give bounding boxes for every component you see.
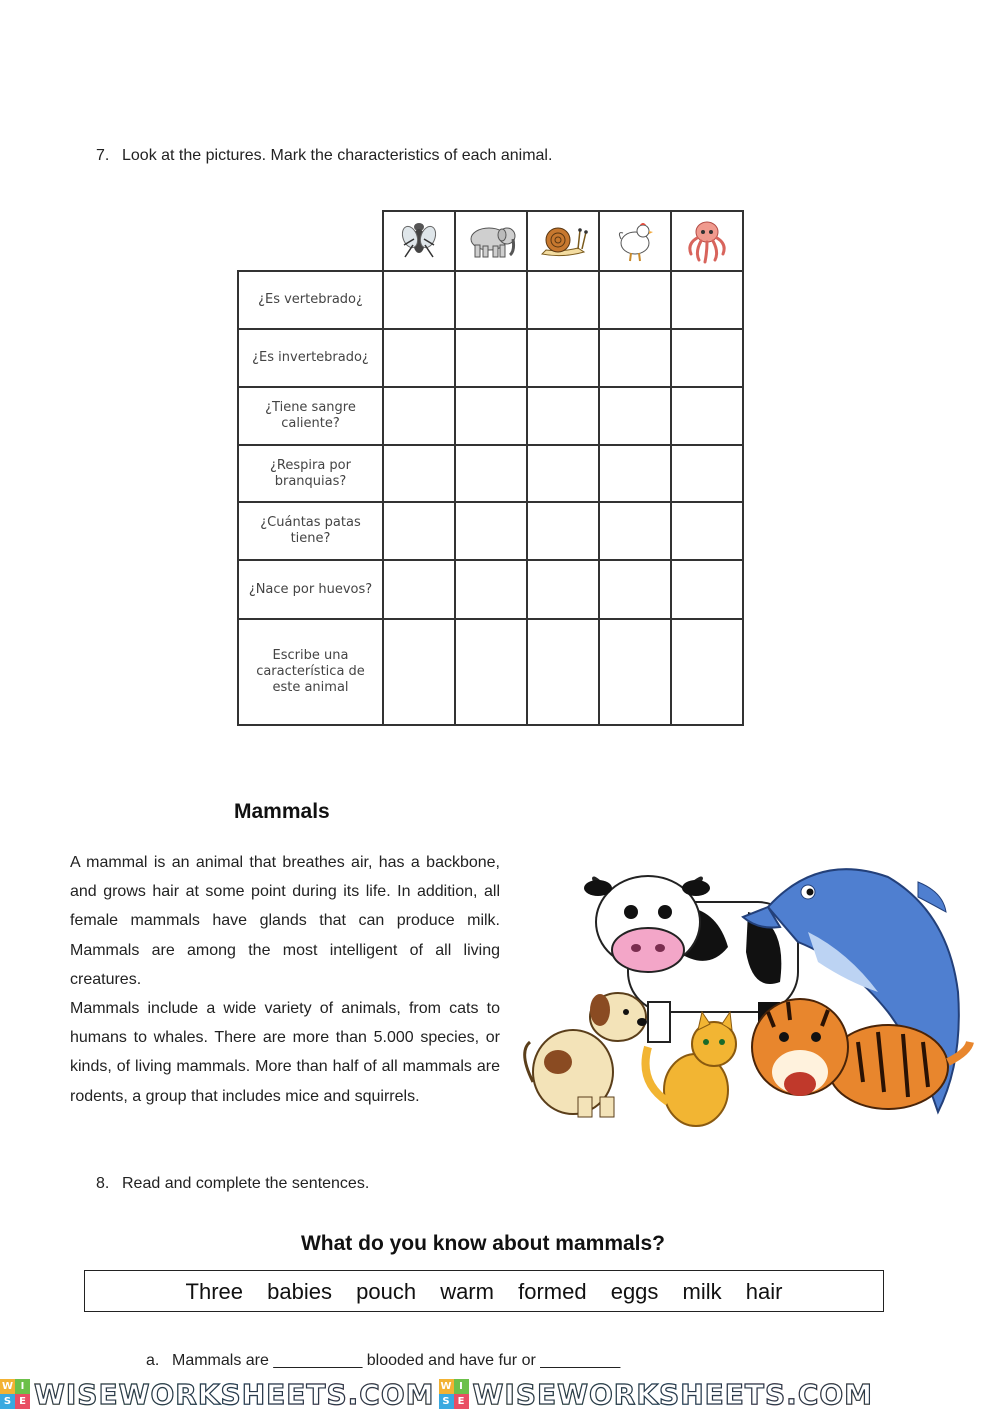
answer-cell[interactable] — [671, 445, 743, 502]
table-corner — [238, 211, 383, 271]
table-row — [238, 329, 743, 387]
dog-image — [525, 993, 647, 1117]
answer-cell[interactable] — [671, 271, 743, 329]
answer-cell[interactable] — [599, 329, 671, 387]
question-text: Look at the pictures. Mark the characteristics of each animal. — [122, 147, 553, 164]
word-bank-word[interactable]: pouch — [356, 1279, 417, 1304]
answer-cell[interactable] — [383, 560, 455, 619]
answer-cell[interactable] — [671, 329, 743, 387]
footer-brand: WISEWORKSHEETS.COM — [34, 1377, 435, 1411]
question-text: Read and complete the sentences. — [122, 1175, 370, 1192]
sentence-label: a. — [146, 1352, 160, 1369]
logo-badge-icon: W I S E — [439, 1379, 469, 1409]
fly-icon — [383, 211, 455, 271]
answer-cell[interactable] — [383, 502, 455, 560]
answer-cell[interactable] — [671, 387, 743, 445]
table-row — [238, 560, 743, 619]
row-label: ¿Respira por branquias? — [238, 445, 383, 502]
answer-cell[interactable] — [383, 329, 455, 387]
answer-cell[interactable] — [455, 329, 527, 387]
logo-badge-icon: W I S E — [0, 1379, 30, 1409]
answer-cell[interactable] — [599, 560, 671, 619]
footer-banner — [0, 1376, 1000, 1412]
question-8 — [96, 1175, 369, 1193]
answer-cell[interactable] — [527, 329, 599, 387]
answer-cell[interactable] — [455, 387, 527, 445]
table-header-row — [238, 211, 743, 271]
word-bank-word[interactable]: warm — [440, 1279, 494, 1304]
answer-cell[interactable] — [671, 502, 743, 560]
word-bank-word[interactable]: milk — [682, 1279, 722, 1304]
answer-cell[interactable] — [527, 271, 599, 329]
answer-cell[interactable] — [671, 560, 743, 619]
row-label: Escribe una característica de este animal — [238, 619, 383, 725]
question-number: 8. — [96, 1175, 110, 1192]
table-row — [238, 502, 743, 560]
answer-cell[interactable] — [527, 387, 599, 445]
mammals-paragraph-2: Mammals include a wide variety of animals, from cats to humans to whales. There are more than 5.000 species, or kinds, of living mammals. More than half of all mammals are rodents, a group that includes mice and squirrels. — [70, 1000, 500, 1105]
row-label: ¿Es vertebrado¿ — [238, 271, 383, 329]
table-row — [238, 619, 743, 725]
elephant-icon — [455, 211, 527, 271]
word-bank-word[interactable]: formed — [518, 1279, 587, 1304]
answer-cell[interactable] — [455, 271, 527, 329]
answer-cell[interactable] — [599, 271, 671, 329]
row-label: ¿Cuántas patas tiene? — [238, 502, 383, 560]
word-bank-word[interactable]: eggs — [610, 1279, 659, 1304]
sentence-a — [146, 1352, 620, 1370]
footer-logo — [439, 1378, 874, 1411]
word-bank-word[interactable]: Three — [185, 1279, 244, 1304]
row-label: ¿Es invertebrado¿ — [238, 329, 383, 387]
answer-cell[interactable] — [383, 387, 455, 445]
table-row — [238, 445, 743, 502]
answer-cell[interactable] — [383, 271, 455, 329]
answer-cell[interactable] — [599, 387, 671, 445]
word-bank-word[interactable]: hair — [745, 1279, 783, 1304]
answer-cell[interactable] — [383, 445, 455, 502]
mammals-paragraph-1: A mammal is an animal that breathes air, has a backbone, and grows hair at some point during its life. In addition, all female mammals have glands that can produce milk. Mammals are among the most intelligent of all living creatures. — [70, 854, 500, 988]
footer-brand: WISEWORKSHEETS.COM — [472, 1377, 874, 1411]
answer-cell[interactable] — [599, 502, 671, 560]
answer-cell[interactable] — [455, 502, 527, 560]
snail-icon — [527, 211, 599, 271]
question-number: 7. — [96, 147, 110, 164]
answer-cell[interactable] — [455, 560, 527, 619]
answer-cell[interactable] — [527, 619, 599, 725]
table-row — [238, 387, 743, 445]
answer-cell[interactable] — [599, 445, 671, 502]
row-label: ¿Tiene sangre caliente? — [238, 387, 383, 445]
mammals-title: Mammals — [234, 800, 330, 823]
mammals-illustration — [518, 852, 974, 1134]
answer-cell[interactable] — [527, 445, 599, 502]
word-bank-word[interactable]: babies — [267, 1279, 332, 1304]
hen-icon — [599, 211, 671, 271]
answer-cell[interactable] — [455, 619, 527, 725]
octopus-icon — [671, 211, 743, 271]
answer-cell[interactable] — [455, 445, 527, 502]
word-bank — [84, 1270, 884, 1312]
answer-cell[interactable] — [383, 619, 455, 725]
answer-cell[interactable] — [527, 502, 599, 560]
table-row — [238, 271, 743, 329]
animal-characteristics-table — [237, 210, 744, 726]
answer-cell[interactable] — [527, 560, 599, 619]
row-label: ¿Nace por huevos? — [238, 560, 383, 619]
sentence-text[interactable]: Mammals are __________ blooded and have fur or _________ — [172, 1352, 621, 1369]
answer-cell[interactable] — [599, 619, 671, 725]
footer-logo — [0, 1378, 435, 1411]
question-7 — [96, 147, 552, 165]
quiz-title: What do you know about mammals? — [300, 1232, 666, 1255]
answer-cell[interactable] — [671, 619, 743, 725]
